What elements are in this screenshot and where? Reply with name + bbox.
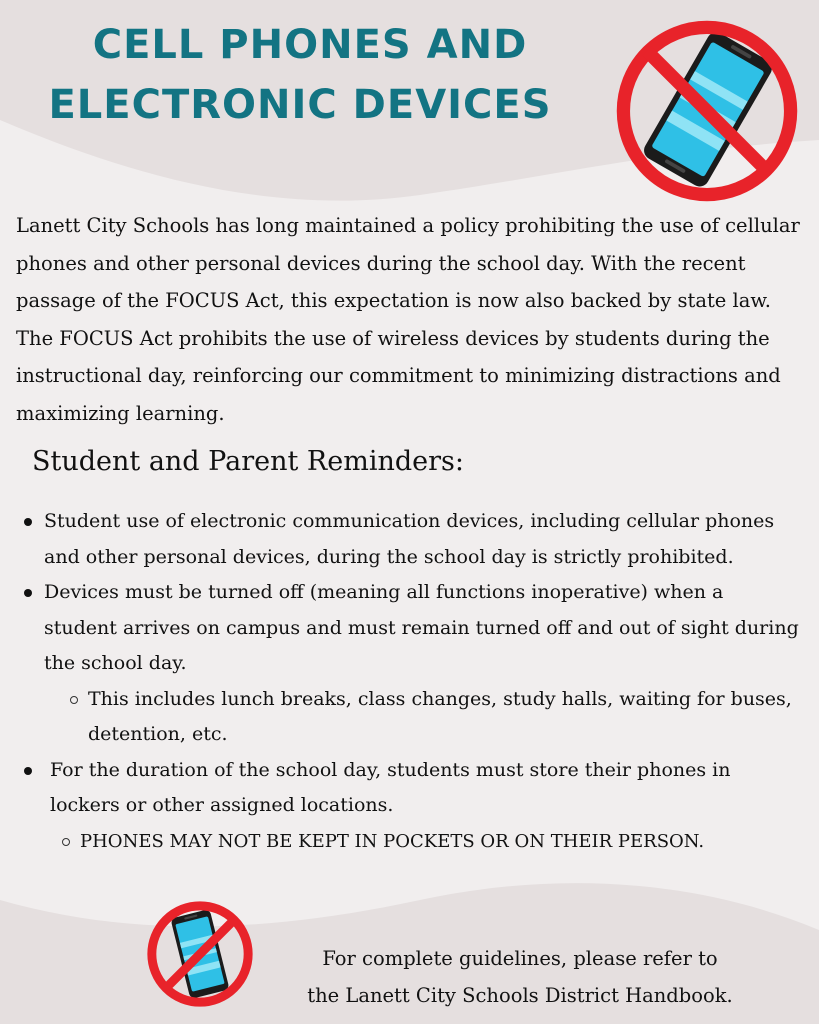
reminders-list — [0, 504, 800, 859]
reminders-heading: Student and Parent Reminders: — [32, 446, 464, 477]
no-phone-icon — [612, 16, 802, 206]
title-line1: CELL PHONES AND — [92, 22, 528, 68]
footer-line1: For complete guidelines, please refer to — [322, 947, 718, 970]
footer-note — [270, 940, 770, 1014]
intro-paragraph: Lanett City Schools has long maintained a policy prohibiting the use of cellular phones and other personal devices during the school day. With the recent passage of the FOCUS Act, this expectation is now also backed by state law. The FOCUS Act prohibits the use of wireless devices by students during the instructional day, reinforcing our commitment to minimizing distractions and maximizing learning. — [16, 214, 800, 425]
reminder-subitem: PHONES MAY NOT BE KEPT IN POCKETS OR ON THEIR PERSON. — [0, 824, 800, 860]
reminder-item: Student use of electronic communication devices, including cellular phones and other personal devices, during the school day is strictly prohibited. — [0, 504, 800, 575]
reminder-subitem: This includes lunch breaks, class changes, study halls, waiting for buses, detention, etc. — [0, 682, 800, 753]
reminder-item: Devices must be turned off (meaning all functions inoperative) when a student arrives on campus and must remain turned off and out of sight during the school day. — [0, 575, 800, 682]
footer-line2: the Lanett City Schools District Handbook. — [307, 984, 733, 1007]
no-phone-icon-small — [144, 898, 256, 1010]
title-line2: ELECTRONIC DEVICES — [48, 82, 552, 128]
reminder-item: For the duration of the school day, students must store their phones in lockers or other assigned locations. — [0, 753, 800, 824]
